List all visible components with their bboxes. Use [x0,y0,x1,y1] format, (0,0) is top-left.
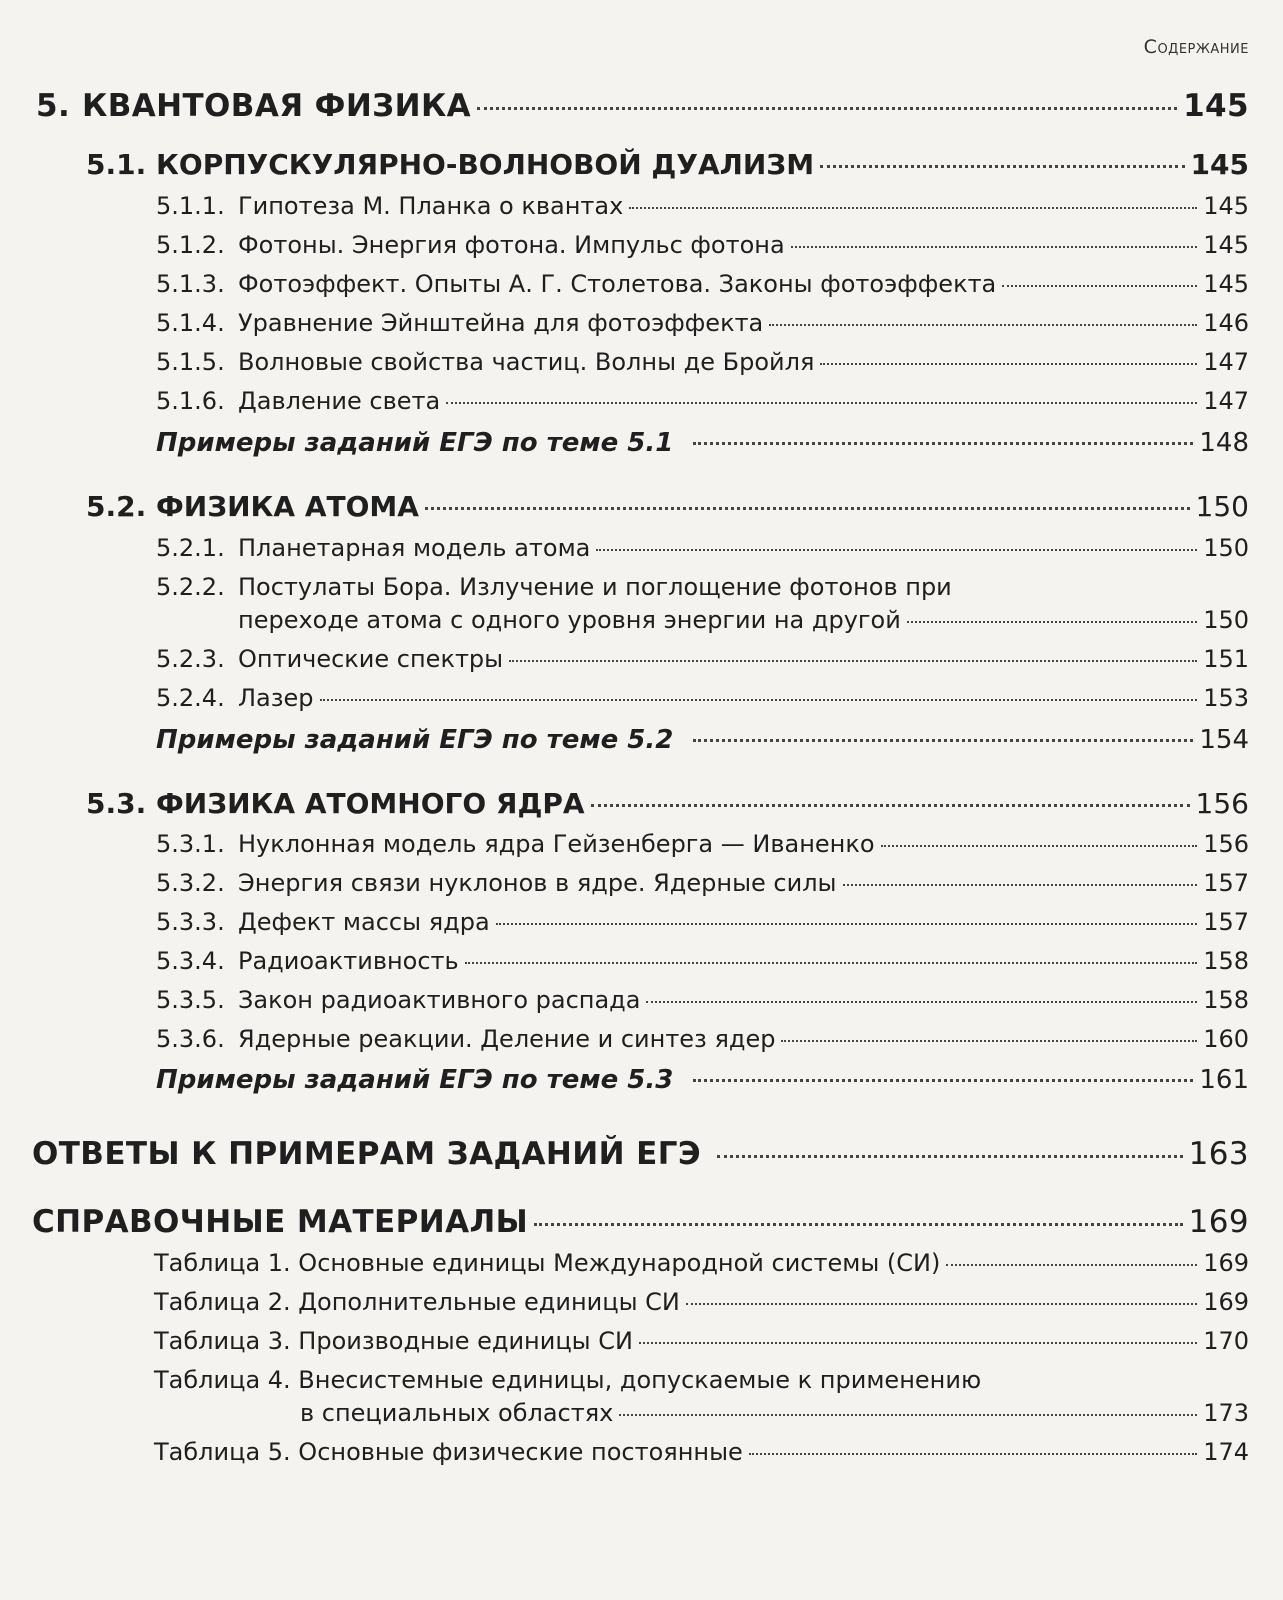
toc-title: КВАНТОВАЯ ФИЗИКА [82,88,472,124]
toc-page-number: 145 [1203,270,1249,298]
dot-leader [881,845,1198,847]
dot-leader [820,165,1184,168]
toc-page-number: 147 [1203,387,1249,415]
toc-subsection-5-3-3[interactable] [156,908,1249,936]
toc-title: Закон радиоактивного распада [238,986,641,1014]
toc-number: 5.3.5. [156,986,225,1014]
toc-number: 5.3.6. [156,1025,225,1053]
toc-chapter-5[interactable] [36,88,1249,124]
dot-leader [446,402,1197,404]
toc-page-number: 145 [1203,192,1249,220]
toc-title: Примеры заданий ЕГЭ по теме 5.3 [156,1065,674,1095]
toc-number: 5.3. [86,787,147,820]
toc-number: 5.3.2. [156,869,225,897]
toc-page-number: 153 [1203,684,1249,712]
toc-number: 5.1.1. [156,192,225,220]
dot-leader [646,1001,1197,1003]
dot-leader [465,962,1198,964]
toc-section-5-1[interactable] [86,148,1249,181]
toc-title: Планетарная модель атома [238,534,591,562]
toc-subsection-5-2-2-line1[interactable] [156,573,952,601]
dot-leader [320,699,1198,701]
dot-leader [717,1155,1183,1158]
toc-title: Примеры заданий ЕГЭ по теме 5.2 [156,725,674,755]
toc-page-number: 150 [1203,606,1249,634]
toc-title: Таблица 5. Основные физические постоянные [154,1438,743,1466]
toc-page-number: 158 [1203,947,1249,975]
toc-number: 5.2.1. [156,534,225,562]
toc-page-number: 154 [1199,725,1249,755]
toc-subsection-5-1-3[interactable] [156,270,1249,298]
toc-number: 5.1.3. [156,270,225,298]
dot-leader [509,660,1197,662]
toc-page-number: 158 [1203,986,1249,1014]
toc-page-number: 156 [1203,830,1249,858]
toc-examples-5-1[interactable] [156,428,1249,458]
toc-page-number: 169 [1203,1249,1249,1277]
toc-subsection-5-1-2[interactable] [156,231,1249,259]
dot-leader [843,884,1198,886]
toc-page-number: 173 [1203,1399,1249,1427]
toc-subsection-5-2-1[interactable] [156,534,1249,562]
toc-number: 5.1.5. [156,348,225,376]
toc-table-5[interactable] [154,1438,1249,1466]
toc-subsection-5-3-1[interactable] [156,830,1249,858]
toc-subsection-5-1-5[interactable] [156,348,1249,376]
toc-page-number: 146 [1203,309,1249,337]
toc-number: 5.1.4. [156,309,225,337]
toc-number: 5.1.6. [156,387,225,415]
toc-title: КОРПУСКУЛЯРНО-ВОЛНОВОЙ ДУАЛИЗМ [156,148,815,181]
toc-title: Фотоэффект. Опыты А. Г. Столетова. Законы фотоэффекта [238,270,997,298]
dot-leader [591,804,1190,807]
toc-page-number: 156 [1195,787,1249,820]
toc-page-number: 145 [1203,231,1249,259]
running-head: Содержание [1143,36,1249,58]
toc-page-number: 169 [1203,1288,1249,1316]
toc-page-number: 163 [1188,1136,1249,1172]
toc-number: 5.3.4. [156,947,225,975]
toc-table-2[interactable] [154,1288,1249,1316]
toc-number: 5.2.2. [156,573,225,601]
toc-page-number: 170 [1203,1327,1249,1355]
toc-title: Давление света [238,387,441,415]
toc-page-number: 157 [1203,908,1249,936]
dot-leader [769,324,1197,326]
toc-title: Фотоны. Энергия фотона. Импульс фотона [238,231,785,259]
toc-page-number: 148 [1199,428,1249,458]
toc-title: Таблица 1. Основные единицы Международной системы (СИ) [154,1249,941,1277]
dot-leader [596,549,1197,551]
toc-title: ФИЗИКА АТОМА [156,490,419,523]
toc-table-4-line1[interactable] [154,1366,981,1394]
toc-title: Волновые свойства частиц. Волны де Бройля [238,348,815,376]
dot-leader [686,1303,1197,1305]
dot-leader [534,1223,1182,1226]
toc-subsection-5-1-4[interactable] [156,309,1249,337]
toc-title-line1: Постулаты Бора. Излучение и поглощение фотонов при [238,573,952,601]
toc-title-line2: переходе атома с одного уровня энергии на другой [238,606,901,634]
toc-examples-5-3[interactable] [156,1065,1249,1095]
toc-number: 5.2.4. [156,684,225,712]
toc-table-1[interactable] [154,1249,1249,1277]
toc-title: ФИЗИКА АТОМНОГО ЯДРА [156,787,585,820]
toc-number: 5. [36,88,71,124]
dot-leader [820,363,1197,365]
dot-leader [496,923,1198,925]
toc-page-number: 161 [1199,1065,1249,1095]
dot-leader [477,107,1177,110]
dot-leader [425,507,1190,510]
toc-page-number: 151 [1203,645,1249,673]
toc-number: 5.3.3. [156,908,225,936]
toc-number: 5.1.2. [156,231,225,259]
toc-section-5-2[interactable] [86,490,1249,523]
toc-title-line2: в специальных областях [300,1399,614,1427]
toc-subsection-5-1-6[interactable] [156,387,1249,415]
toc-title: Ядерные реакции. Деление и синтез ядер [238,1025,776,1053]
toc-title: ОТВЕТЫ К ПРИМЕРАМ ЗАДАНИЙ ЕГЭ [32,1136,702,1172]
dot-leader [693,442,1193,445]
toc-title: Примеры заданий ЕГЭ по теме 5.1 [156,428,674,458]
toc-page-number: 145 [1183,88,1249,124]
toc-title: Лазер [238,684,314,712]
toc-section-5-3[interactable] [86,787,1249,820]
toc-subsection-5-1-1[interactable] [156,192,1249,220]
toc-table-4-line2[interactable] [300,1399,1249,1427]
toc-page-number: 150 [1203,534,1249,562]
toc-page-number: 157 [1203,869,1249,897]
dot-leader [946,1264,1197,1266]
dot-leader [639,1342,1197,1344]
toc-page-number: 160 [1203,1025,1249,1053]
toc-title: СПРАВОЧНЫЕ МАТЕРИАЛЫ [32,1204,529,1240]
dot-leader [791,246,1198,248]
toc-subsection-5-3-5[interactable] [156,986,1249,1014]
toc-examples-5-2[interactable] [156,725,1249,755]
dot-leader [1002,285,1197,287]
dot-leader [749,1453,1197,1455]
toc-subsection-5-3-2[interactable] [156,869,1249,897]
toc-answers[interactable] [32,1136,1249,1172]
toc-reference-materials[interactable] [32,1204,1249,1240]
toc-number: 5.2.3. [156,645,225,673]
toc-table-3[interactable] [154,1327,1249,1355]
dot-leader [693,1079,1193,1082]
toc-title: Дефект массы ядра [238,908,490,936]
toc-subsection-5-2-4[interactable] [156,684,1249,712]
dot-leader [629,207,1197,209]
toc-title-line1: Таблица 4. Внесистемные единицы, допускаемые к применению [154,1366,982,1394]
toc-title: Энергия связи нуклонов в ядре. Ядерные силы [238,869,837,897]
toc-page-number: 150 [1195,490,1249,523]
dot-leader [693,739,1193,742]
toc-title: Нуклонная модель ядра Гейзенберга — Иваненко [238,830,875,858]
toc-title: Таблица 2. Дополнительные единицы СИ [154,1288,680,1316]
toc-number: 5.3.1. [156,830,225,858]
dot-leader [619,1414,1197,1416]
toc-subsection-5-2-3[interactable] [156,645,1249,673]
toc-page-number: 174 [1203,1438,1249,1466]
toc-subsection-5-3-6[interactable] [156,1025,1249,1053]
toc-page-number: 169 [1188,1204,1249,1240]
dot-leader [907,621,1197,623]
toc-title: Радиоактивность [238,947,459,975]
toc-subsection-5-2-2-line2[interactable] [238,606,1249,634]
toc-title: Гипотеза М. Планка о квантах [238,192,624,220]
toc-number: 5.2. [86,490,147,523]
toc-number: 5.1. [86,148,147,181]
toc-title: Таблица 3. Производные единицы СИ [154,1327,633,1355]
toc-page-number: 147 [1203,348,1249,376]
toc-title: Уравнение Эйнштейна для фотоэффекта [238,309,764,337]
dot-leader [781,1040,1197,1042]
toc-subsection-5-3-4[interactable] [156,947,1249,975]
toc-page-number: 145 [1190,148,1249,181]
toc-title: Оптические спектры [238,645,504,673]
